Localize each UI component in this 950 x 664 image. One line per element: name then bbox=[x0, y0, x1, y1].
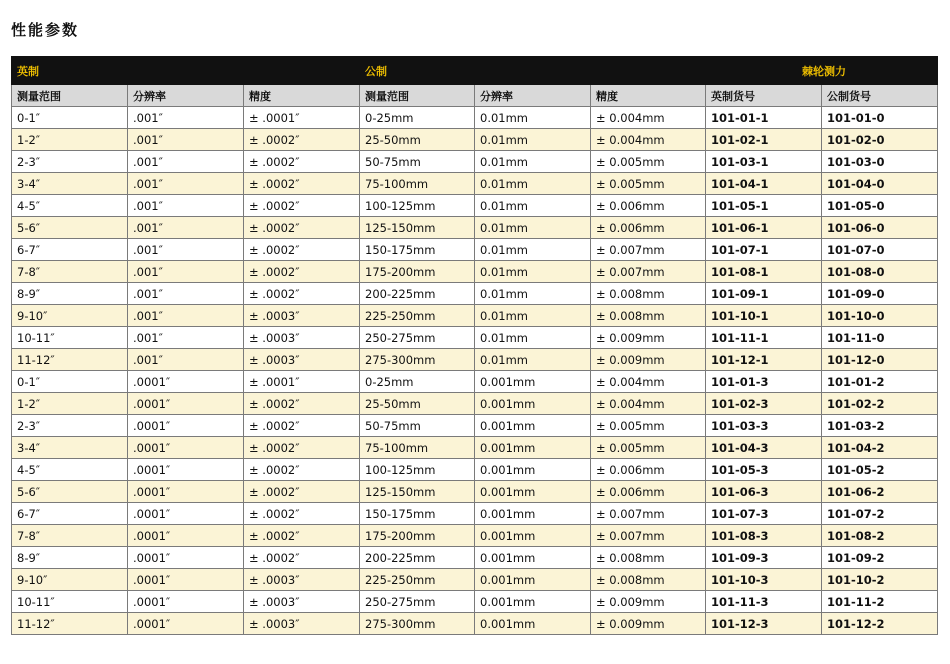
table-cell: .001″ bbox=[128, 327, 244, 349]
table-cell: .0001″ bbox=[128, 371, 244, 393]
table-cell: 101-06-3 bbox=[706, 481, 822, 503]
group-header-blank bbox=[128, 57, 244, 85]
table-row bbox=[12, 547, 938, 569]
table-cell: ± 0.007mm bbox=[591, 525, 706, 547]
column-header: 公制货号 bbox=[822, 85, 938, 107]
table-cell: 5-6″ bbox=[12, 481, 128, 503]
table-cell: 175-200mm bbox=[360, 525, 475, 547]
table-cell: 101-01-1 bbox=[706, 107, 822, 129]
table-cell: ± .0002″ bbox=[244, 239, 360, 261]
table-cell: ± .0003″ bbox=[244, 569, 360, 591]
table-cell: 101-03-2 bbox=[822, 415, 938, 437]
table-row bbox=[12, 569, 938, 591]
table-cell: 101-05-3 bbox=[706, 459, 822, 481]
table-cell: ± 0.005mm bbox=[591, 151, 706, 173]
table-cell: 101-09-2 bbox=[822, 547, 938, 569]
table-cell: 101-01-3 bbox=[706, 371, 822, 393]
table-cell: ± 0.009mm bbox=[591, 591, 706, 613]
table-cell: 1-2″ bbox=[12, 393, 128, 415]
table-cell: .0001″ bbox=[128, 459, 244, 481]
table-cell: ± 0.006mm bbox=[591, 217, 706, 239]
table-cell: 2-3″ bbox=[12, 415, 128, 437]
table-cell: ± .0002″ bbox=[244, 415, 360, 437]
table-cell: 8-9″ bbox=[12, 547, 128, 569]
table-cell: ± .0001″ bbox=[244, 371, 360, 393]
table-cell: 101-07-0 bbox=[822, 239, 938, 261]
table-cell: 101-08-3 bbox=[706, 525, 822, 547]
table-cell: 7-8″ bbox=[12, 261, 128, 283]
table-cell: 101-12-0 bbox=[822, 349, 938, 371]
table-cell: ± 0.005mm bbox=[591, 415, 706, 437]
table-cell: 100-125mm bbox=[360, 459, 475, 481]
table-cell: 0.001mm bbox=[475, 525, 591, 547]
table-cell: ± .0002″ bbox=[244, 393, 360, 415]
table-row bbox=[12, 151, 938, 173]
table-cell: ± .0002″ bbox=[244, 547, 360, 569]
table-cell: 101-07-3 bbox=[706, 503, 822, 525]
table-cell: 101-08-2 bbox=[822, 525, 938, 547]
table-cell: 7-8″ bbox=[12, 525, 128, 547]
column-header: 精度 bbox=[244, 85, 360, 107]
table-cell: .001″ bbox=[128, 239, 244, 261]
table-cell: 4-5″ bbox=[12, 459, 128, 481]
table-cell: 101-01-0 bbox=[822, 107, 938, 129]
table-cell: .0001″ bbox=[128, 613, 244, 635]
table-cell: .0001″ bbox=[128, 503, 244, 525]
table-cell: 5-6″ bbox=[12, 217, 128, 239]
table-cell: 101-02-1 bbox=[706, 129, 822, 151]
table-cell: .001″ bbox=[128, 173, 244, 195]
table-cell: 0-1″ bbox=[12, 107, 128, 129]
table-cell: 101-05-0 bbox=[822, 195, 938, 217]
table-cell: 9-10″ bbox=[12, 305, 128, 327]
table-cell: ± 0.006mm bbox=[591, 195, 706, 217]
column-header: 测量范围 bbox=[12, 85, 128, 107]
table-cell: 0.01mm bbox=[475, 195, 591, 217]
table-cell: ± .0002″ bbox=[244, 151, 360, 173]
table-cell: ± .0002″ bbox=[244, 261, 360, 283]
table-cell: 200-225mm bbox=[360, 283, 475, 305]
table-cell: 101-03-0 bbox=[822, 151, 938, 173]
table-cell: ± 0.005mm bbox=[591, 437, 706, 459]
table-cell: 101-11-2 bbox=[822, 591, 938, 613]
table-cell: 101-03-3 bbox=[706, 415, 822, 437]
table-cell: ± 0.007mm bbox=[591, 503, 706, 525]
table-cell: ± 0.007mm bbox=[591, 261, 706, 283]
table-cell: ± 0.009mm bbox=[591, 327, 706, 349]
table-cell: 101-06-1 bbox=[706, 217, 822, 239]
table-cell: .001″ bbox=[128, 195, 244, 217]
table-cell: 101-07-2 bbox=[822, 503, 938, 525]
table-cell: 125-150mm bbox=[360, 217, 475, 239]
table-row bbox=[12, 129, 938, 151]
column-header-row bbox=[12, 85, 938, 107]
table-cell: 0.001mm bbox=[475, 503, 591, 525]
table-row bbox=[12, 525, 938, 547]
table-cell: 0-1″ bbox=[12, 371, 128, 393]
table-cell: 101-09-0 bbox=[822, 283, 938, 305]
table-cell: 0.001mm bbox=[475, 371, 591, 393]
table-cell: ± 0.009mm bbox=[591, 613, 706, 635]
table-cell: ± 0.004mm bbox=[591, 393, 706, 415]
table-cell: 101-09-1 bbox=[706, 283, 822, 305]
table-cell: ± 0.004mm bbox=[591, 107, 706, 129]
table-cell: 4-5″ bbox=[12, 195, 128, 217]
column-header: 英制货号 bbox=[706, 85, 822, 107]
table-cell: .001″ bbox=[128, 217, 244, 239]
table-cell: .001″ bbox=[128, 305, 244, 327]
table-cell: 3-4″ bbox=[12, 437, 128, 459]
table-cell: 101-10-3 bbox=[706, 569, 822, 591]
group-header-blank bbox=[475, 57, 591, 85]
table-cell: .001″ bbox=[128, 129, 244, 151]
table-cell: 101-02-2 bbox=[822, 393, 938, 415]
table-row bbox=[12, 239, 938, 261]
table-row bbox=[12, 437, 938, 459]
table-cell: .0001″ bbox=[128, 569, 244, 591]
table-cell: ± .0002″ bbox=[244, 195, 360, 217]
table-cell: 101-04-2 bbox=[822, 437, 938, 459]
table-cell: .001″ bbox=[128, 349, 244, 371]
table-cell: 275-300mm bbox=[360, 613, 475, 635]
table-cell: .0001″ bbox=[128, 393, 244, 415]
table-cell: 8-9″ bbox=[12, 283, 128, 305]
table-cell: ± .0002″ bbox=[244, 481, 360, 503]
table-cell: 101-06-0 bbox=[822, 217, 938, 239]
table-row bbox=[12, 261, 938, 283]
table-cell: 0.01mm bbox=[475, 173, 591, 195]
table-cell: ± .0002″ bbox=[244, 217, 360, 239]
column-header: 分辨率 bbox=[128, 85, 244, 107]
table-cell: 101-10-1 bbox=[706, 305, 822, 327]
table-row bbox=[12, 591, 938, 613]
table-cell: ± .0003″ bbox=[244, 349, 360, 371]
table-cell: ± .0002″ bbox=[244, 129, 360, 151]
group-header-brand: 棘轮测力 bbox=[706, 57, 938, 85]
table-cell: 200-225mm bbox=[360, 547, 475, 569]
table-cell: 6-7″ bbox=[12, 239, 128, 261]
table-row bbox=[12, 503, 938, 525]
table-cell: .001″ bbox=[128, 151, 244, 173]
table-cell: ± .0003″ bbox=[244, 327, 360, 349]
table-cell: 0.01mm bbox=[475, 305, 591, 327]
table-cell: 275-300mm bbox=[360, 349, 475, 371]
table-cell: 25-50mm bbox=[360, 129, 475, 151]
table-cell: 25-50mm bbox=[360, 393, 475, 415]
table-cell: 0.01mm bbox=[475, 151, 591, 173]
table-cell: ± .0003″ bbox=[244, 305, 360, 327]
group-header-metric: 公制 bbox=[360, 57, 475, 85]
table-row bbox=[12, 393, 938, 415]
table-row bbox=[12, 217, 938, 239]
table-cell: 100-125mm bbox=[360, 195, 475, 217]
table-cell: .0001″ bbox=[128, 547, 244, 569]
table-cell: 0.01mm bbox=[475, 107, 591, 129]
table-cell: ± 0.006mm bbox=[591, 459, 706, 481]
table-cell: .0001″ bbox=[128, 481, 244, 503]
table-row bbox=[12, 613, 938, 635]
table-cell: ± .0002″ bbox=[244, 173, 360, 195]
table-cell: 0.001mm bbox=[475, 569, 591, 591]
table-cell: 101-11-0 bbox=[822, 327, 938, 349]
column-header: 分辨率 bbox=[475, 85, 591, 107]
table-row bbox=[12, 195, 938, 217]
table-cell: ± 0.007mm bbox=[591, 239, 706, 261]
page-title: 性能参数 bbox=[11, 21, 80, 39]
table-cell: 0.001mm bbox=[475, 393, 591, 415]
table-cell: ± .0002″ bbox=[244, 459, 360, 481]
table-cell: 3-4″ bbox=[12, 173, 128, 195]
table-cell: ± .0002″ bbox=[244, 283, 360, 305]
table-cell: 75-100mm bbox=[360, 437, 475, 459]
table-cell: 11-12″ bbox=[12, 613, 128, 635]
table-cell: 101-11-1 bbox=[706, 327, 822, 349]
table-cell: 11-12″ bbox=[12, 349, 128, 371]
table-cell: 0-25mm bbox=[360, 107, 475, 129]
table-cell: .001″ bbox=[128, 107, 244, 129]
table-cell: 0.01mm bbox=[475, 217, 591, 239]
table-cell: 101-05-2 bbox=[822, 459, 938, 481]
table-cell: .001″ bbox=[128, 261, 244, 283]
table-cell: 101-10-2 bbox=[822, 569, 938, 591]
table-cell: ± 0.004mm bbox=[591, 371, 706, 393]
table-cell: 10-11″ bbox=[12, 591, 128, 613]
table-cell: 101-09-3 bbox=[706, 547, 822, 569]
table-cell: 101-02-0 bbox=[822, 129, 938, 151]
table-row bbox=[12, 283, 938, 305]
table-row bbox=[12, 371, 938, 393]
table-cell: 225-250mm bbox=[360, 569, 475, 591]
table-row bbox=[12, 327, 938, 349]
table-cell: 6-7″ bbox=[12, 503, 128, 525]
table-cell: 101-08-1 bbox=[706, 261, 822, 283]
table-cell: 101-08-0 bbox=[822, 261, 938, 283]
table-cell: 101-11-3 bbox=[706, 591, 822, 613]
spec-table bbox=[11, 56, 938, 635]
table-cell: ± .0003″ bbox=[244, 591, 360, 613]
table-cell: 150-175mm bbox=[360, 239, 475, 261]
table-cell: 50-75mm bbox=[360, 151, 475, 173]
table-cell: 10-11″ bbox=[12, 327, 128, 349]
table-cell: 0.001mm bbox=[475, 437, 591, 459]
table-cell: 0.001mm bbox=[475, 459, 591, 481]
table-cell: 101-01-2 bbox=[822, 371, 938, 393]
table-cell: 9-10″ bbox=[12, 569, 128, 591]
table-cell: 0.01mm bbox=[475, 349, 591, 371]
table-cell: ± 0.008mm bbox=[591, 283, 706, 305]
table-cell: 101-04-1 bbox=[706, 173, 822, 195]
group-header-imperial: 英制 bbox=[12, 57, 128, 85]
table-row bbox=[12, 305, 938, 327]
table-cell: ± .0003″ bbox=[244, 613, 360, 635]
table-cell: ± 0.009mm bbox=[591, 349, 706, 371]
table-cell: ± 0.008mm bbox=[591, 305, 706, 327]
table-cell: .0001″ bbox=[128, 437, 244, 459]
table-cell: 175-200mm bbox=[360, 261, 475, 283]
table-cell: 0.001mm bbox=[475, 415, 591, 437]
table-row bbox=[12, 481, 938, 503]
table-cell: 101-04-0 bbox=[822, 173, 938, 195]
table-cell: ± 0.004mm bbox=[591, 129, 706, 151]
group-header-row bbox=[12, 57, 938, 85]
group-header-blank bbox=[244, 57, 360, 85]
table-cell: 101-03-1 bbox=[706, 151, 822, 173]
table-cell: 101-05-1 bbox=[706, 195, 822, 217]
table-cell: 101-12-2 bbox=[822, 613, 938, 635]
table-cell: ± .0001″ bbox=[244, 107, 360, 129]
table-cell: 75-100mm bbox=[360, 173, 475, 195]
table-cell: 101-12-1 bbox=[706, 349, 822, 371]
table-cell: 50-75mm bbox=[360, 415, 475, 437]
table-cell: 0.01mm bbox=[475, 129, 591, 151]
table-cell: .0001″ bbox=[128, 591, 244, 613]
table-cell: ± 0.005mm bbox=[591, 173, 706, 195]
table-cell: 0.001mm bbox=[475, 481, 591, 503]
table-cell: 0.01mm bbox=[475, 239, 591, 261]
table-body bbox=[12, 107, 938, 635]
table-cell: .0001″ bbox=[128, 415, 244, 437]
table-row bbox=[12, 349, 938, 371]
table-cell: 0.001mm bbox=[475, 613, 591, 635]
table-cell: 101-02-3 bbox=[706, 393, 822, 415]
table-row bbox=[12, 459, 938, 481]
table-row bbox=[12, 415, 938, 437]
table-cell: 225-250mm bbox=[360, 305, 475, 327]
table-cell: 101-12-3 bbox=[706, 613, 822, 635]
table-cell: 0-25mm bbox=[360, 371, 475, 393]
group-header-blank bbox=[591, 57, 706, 85]
table-cell: ± .0002″ bbox=[244, 525, 360, 547]
column-header: 测量范围 bbox=[360, 85, 475, 107]
table-cell: 250-275mm bbox=[360, 591, 475, 613]
table-cell: 101-10-0 bbox=[822, 305, 938, 327]
table-row bbox=[12, 107, 938, 129]
table-cell: 101-07-1 bbox=[706, 239, 822, 261]
table-cell: 2-3″ bbox=[12, 151, 128, 173]
table-cell: ± .0002″ bbox=[244, 437, 360, 459]
table-cell: 0.01mm bbox=[475, 283, 591, 305]
table-cell: 101-04-3 bbox=[706, 437, 822, 459]
table-row bbox=[12, 173, 938, 195]
table-cell: 150-175mm bbox=[360, 503, 475, 525]
table-cell: 0.01mm bbox=[475, 327, 591, 349]
table-cell: ± 0.008mm bbox=[591, 569, 706, 591]
table-cell: 125-150mm bbox=[360, 481, 475, 503]
table-cell: 0.001mm bbox=[475, 547, 591, 569]
column-header: 精度 bbox=[591, 85, 706, 107]
table-cell: 0.01mm bbox=[475, 261, 591, 283]
table-cell: .0001″ bbox=[128, 525, 244, 547]
table-cell: 101-06-2 bbox=[822, 481, 938, 503]
table-cell: 1-2″ bbox=[12, 129, 128, 151]
table-cell: 250-275mm bbox=[360, 327, 475, 349]
table-cell: ± 0.008mm bbox=[591, 547, 706, 569]
table-cell: ± 0.006mm bbox=[591, 481, 706, 503]
table-cell: 0.001mm bbox=[475, 591, 591, 613]
table-cell: ± .0002″ bbox=[244, 503, 360, 525]
table-cell: .001″ bbox=[128, 283, 244, 305]
